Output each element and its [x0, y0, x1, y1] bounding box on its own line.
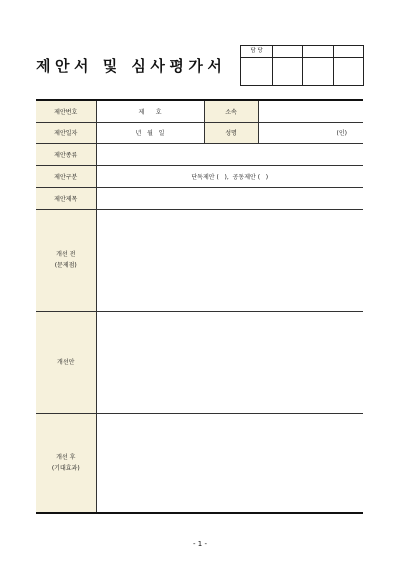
approval-label: 담 당	[241, 46, 273, 58]
proposal-subject-label: 제안제목	[36, 187, 96, 209]
before-label	[36, 209, 96, 311]
approval-sign-cell[interactable]	[241, 58, 273, 86]
after-label-line2: (기대효과)	[51, 464, 80, 472]
plan-label	[36, 311, 96, 413]
after-field[interactable]	[96, 413, 363, 513]
proposal-date-field[interactable]: 년 월 일	[96, 122, 204, 143]
department-field[interactable]	[258, 100, 363, 122]
name-field[interactable]: (인)	[258, 122, 363, 143]
proposal-type-field[interactable]	[96, 143, 363, 165]
approval-sign-cell[interactable]	[273, 58, 303, 86]
proposal-type-label: 제안종류	[36, 143, 96, 165]
proposal-no-label: 제안번호	[36, 100, 96, 122]
proposal-category-field[interactable]: 단독제안 ( ), 공동제안 ( )	[96, 165, 363, 187]
proposal-form	[36, 99, 363, 514]
name-label: 성명	[204, 122, 258, 143]
approval-head-cell	[333, 46, 363, 58]
approval-box	[240, 45, 364, 86]
department-label: 소속	[204, 100, 258, 122]
before-label-line2: (문제점)	[54, 262, 77, 269]
approval-sign-cell[interactable]	[303, 58, 333, 86]
approval-head-cell	[303, 46, 333, 58]
page-number: - 1 -	[193, 540, 207, 548]
approval-sign-cell[interactable]	[333, 58, 363, 86]
document-title: 제안서 및 심사평가서	[36, 57, 227, 75]
after-label	[36, 413, 96, 513]
proposal-category-label: 제안구분	[36, 165, 96, 187]
proposal-no-field[interactable]: 제 호	[96, 100, 204, 122]
plan-label-text: 개선안	[57, 358, 75, 366]
proposal-subject-field[interactable]	[96, 187, 363, 209]
proposal-date-label: 제안일자	[36, 122, 96, 143]
before-field[interactable]	[96, 209, 363, 311]
plan-field[interactable]	[96, 311, 363, 413]
after-label-line1: 개선 후	[56, 453, 76, 461]
before-label-line1: 개선 전	[56, 251, 76, 258]
approval-head-cell	[273, 46, 303, 58]
